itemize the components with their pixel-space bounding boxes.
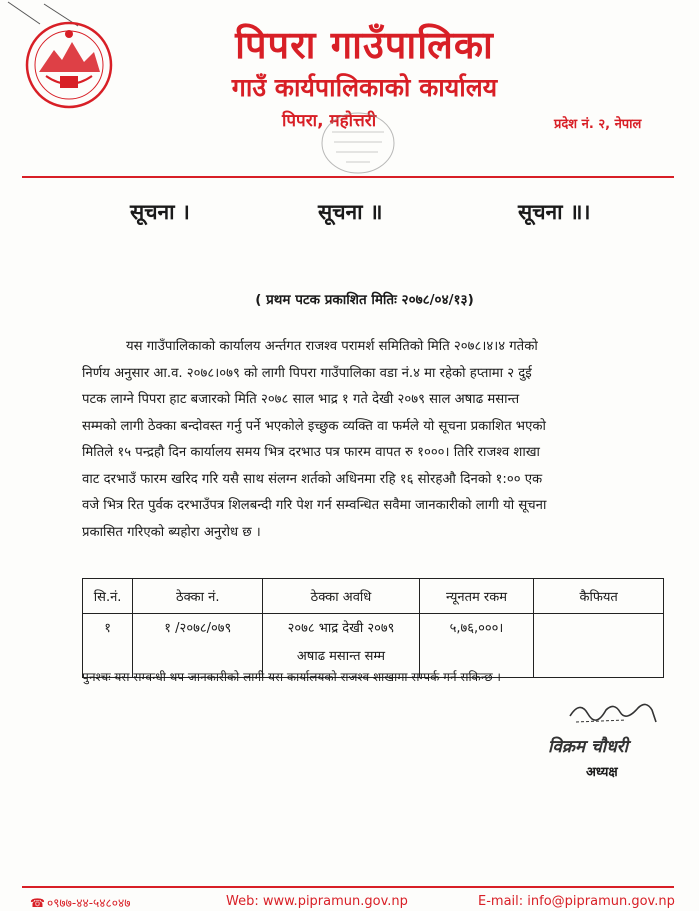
body-line: वजे भित्र रित पुर्वक दरभाउँपत्र शिलबन्दी गरि पेश गर्न सम्वन्धित सवैमा जानकारीको लागी यो सूचना (82, 498, 547, 513)
col-header-contract-no: ठेक्का नं. (133, 579, 263, 614)
province-label: प्रदेश नं. २, नेपाल (554, 117, 642, 132)
period-line-2: अषाढ मसान्त सम्म (296, 649, 386, 664)
footer-email: E-mail: info@pipramun.gov.np (478, 894, 675, 909)
footer-website: Web: www.pipramun.gov.np (226, 894, 408, 909)
col-header-period: ठेक्का अवधि (263, 579, 419, 614)
notice-heading-1: सूचना । (130, 200, 190, 224)
signatory-name: विक्रम चौधरी (548, 737, 629, 757)
office-location: पिपरा, महोत्तरी (282, 111, 377, 131)
office-stamp (318, 108, 398, 178)
office-name: गाउँ कार्यपालिकाको कार्यालय (231, 73, 498, 102)
footer-divider (22, 886, 674, 888)
body-line: पटक लाग्ने पिपरा हाट बजारको मिति २०७८ साल भाद्र १ गते देखी २०७९ साल अषाढ मसान्त (82, 392, 520, 407)
body-line: वाट दरभाउँ फारम खरिद गरि यसै साथ संलग्न शर्तको अधिनमा रहि १६ सोरहऔ दिनको १:०० एक (82, 471, 543, 487)
body-line: सम्मको लागी ठेक्का बन्दोवस्त गर्नु पर्ने भएकोले इच्छुक व्यक्ति वा फर्मले यो सूचना प्रकाशित भएको (82, 418, 546, 434)
body-line: मितिले १५ पन्द्रहौ दिन कार्यालय समय भित्र दरभाउ पत्र फारम वापत रु १०००। तिरि राजश्व शाखा (82, 445, 540, 460)
col-header-min-amount: न्यूनतम रकम (419, 579, 534, 614)
header-divider (22, 176, 674, 178)
notice-heading-2: सूचना ॥ (318, 200, 383, 224)
period-line-1: २०७८ भाद्र देखी २०७९ (287, 621, 395, 636)
col-header-remarks: कैफियत (534, 579, 664, 614)
body-line: यस गाउँपालिकाको कार्यालय अर्न्तगत राजश्व परामर्श समितिको मिति २०७८।४।४ गतेको (126, 339, 538, 354)
cell-sn: १ (83, 614, 133, 678)
phone-number: ०९७७-४४-५४८०४७ (46, 896, 131, 910)
signatory-title: अध्यक्ष (586, 765, 618, 780)
notice-heading-3: सूचना ॥। (518, 200, 591, 224)
footer-phone (30, 894, 131, 911)
municipality-name: पिपरा गाउँपालिका (235, 23, 494, 67)
body-line: प्रकासित गरिएको ब्यहोरा अनुरोध छ । (82, 524, 261, 540)
cell-min-amount: ५,७६,०००। (419, 614, 534, 678)
notice-body (82, 334, 636, 546)
tender-table (82, 578, 664, 678)
table-header-row (83, 579, 664, 614)
publication-date: ( प्रथम पटक प्रकाशित मितिः २०७८/०४/१३) (255, 292, 474, 308)
col-header-sn: सि.नं. (83, 579, 133, 614)
cell-remarks (534, 614, 664, 678)
postscript-note: पुनश्चः यस सम्वन्धी थप जानकारीको लागी यस कार्यालयको राजश्व शाखामा सम्पर्क गर्न सकिन्छ । (82, 670, 501, 684)
handwritten-signature (566, 696, 662, 728)
phone-icon: ☎ (30, 896, 45, 910)
cell-contract-no: १ /२०७८/०७९ (133, 614, 263, 678)
body-line: निर्णय अनुसार आ.व. २०७८।०७९ को लागी पिपरा गाउँपालिका वडा नं.४ मा रहेको हप्तामा २ दुई (82, 365, 532, 381)
